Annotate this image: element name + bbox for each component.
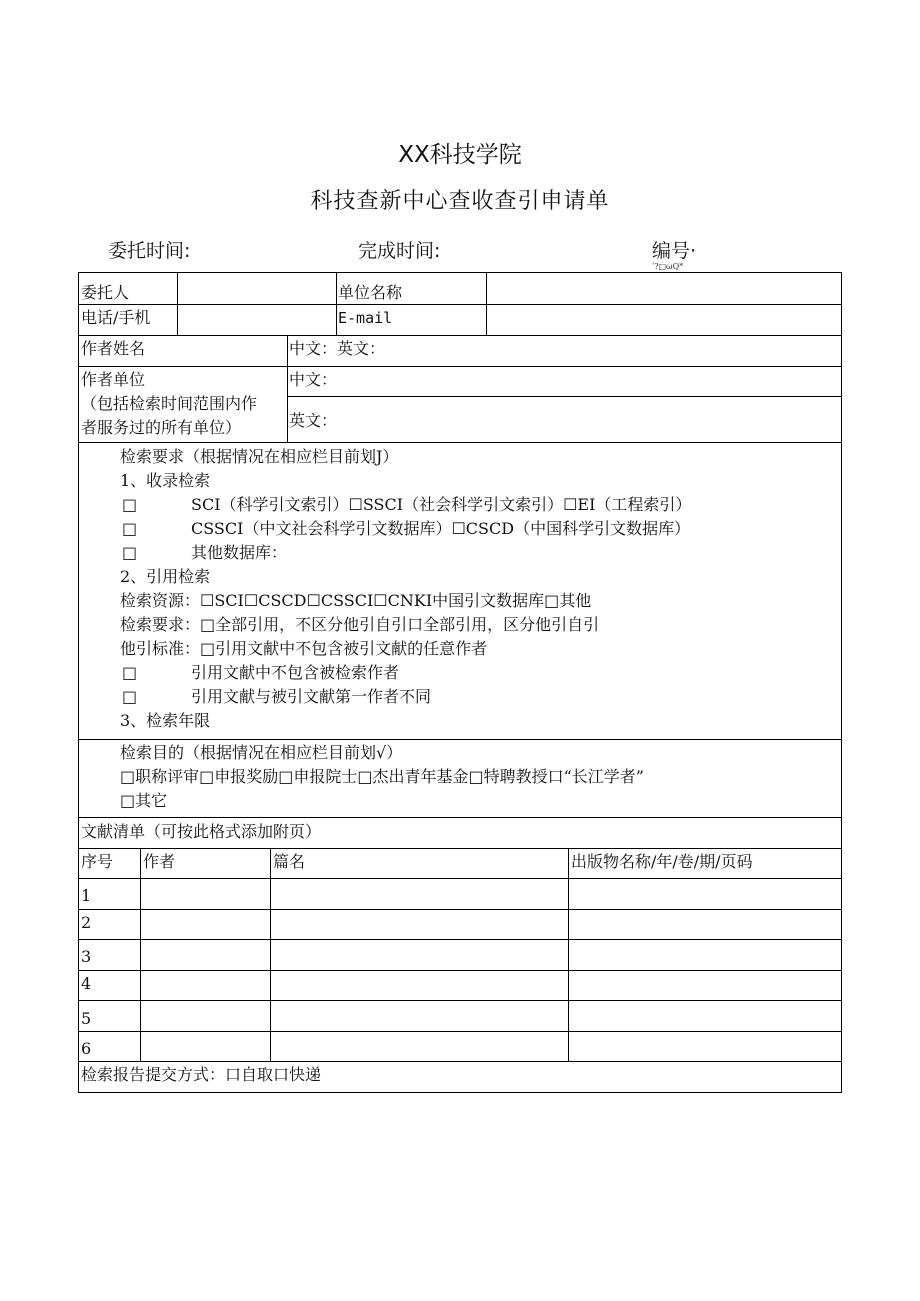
author-unit-label: 作者单位 [81, 370, 146, 389]
checkbox[interactable]: □ [122, 543, 138, 562]
form-title: 科技查新中心查收查引申请单 [310, 189, 610, 214]
table-row-index: 1 [81, 886, 92, 905]
divider [79, 1031, 841, 1032]
divider [79, 970, 841, 971]
purpose-heading: 检索目的（根据情况在相应栏目前划√） [120, 743, 403, 762]
citation-search-title: 2、引用检索 [120, 567, 211, 586]
number-label: 编号· [652, 240, 697, 262]
divider [270, 848, 271, 1061]
divider [79, 848, 841, 849]
table-row-index: 4 [81, 974, 92, 993]
client-field[interactable] [178, 274, 335, 304]
author-unit-note: （包括检索时间范围内作 [81, 394, 258, 413]
col-header-index: 序号 [81, 852, 114, 871]
divider [79, 909, 841, 910]
divider [79, 739, 841, 740]
divider [79, 939, 841, 940]
divider [79, 442, 841, 443]
email-field[interactable] [487, 305, 840, 335]
checkbox[interactable]: □ [122, 495, 138, 514]
literature-heading: 文献清单（可按此格式添加附页） [81, 822, 322, 841]
divider [79, 366, 841, 367]
citation-standard-option: 引用文献与被引文献第一作者不同 [191, 687, 432, 706]
divider [140, 848, 141, 1061]
divider [79, 335, 841, 336]
inclusion-search-title: 1、收录检索 [120, 471, 211, 490]
author-unit-en[interactable]: 英文： [289, 411, 338, 430]
email-label: E-mail [338, 309, 393, 327]
divider [79, 1000, 841, 1001]
checkbox[interactable]: □ [122, 519, 138, 538]
inclusion-option-sci: SCI（科学引文索引）☐SSCI（社会科学引文索引）☐EI（工程索引） [191, 495, 692, 514]
table-row-index: 3 [81, 947, 92, 966]
unit-label: 单位名称 [338, 283, 403, 302]
author-name-value[interactable]: 中文：英文： [289, 339, 386, 358]
author-unit-note: 者服务过的所有单位） [81, 418, 242, 437]
divider [79, 817, 841, 818]
divider [287, 396, 841, 397]
purpose-other[interactable]: □其它 [120, 791, 168, 810]
table-row-index: 6 [81, 1039, 92, 1058]
citation-sources: 检索资源：☐SCI☐CSCD☐CSSCI☐CNKI中国引文数据库□其他 [120, 591, 592, 610]
table-row-index: 2 [81, 913, 92, 932]
inclusion-option-other: 其他数据库： [191, 543, 288, 562]
search-req-heading: 检索要求（根据情况在相应栏目前划J） [120, 447, 399, 466]
search-years-title: 3、检索年限 [120, 711, 211, 730]
col-header-title: 篇名 [273, 852, 306, 871]
divider [79, 1061, 841, 1062]
divider [568, 848, 569, 1061]
inclusion-option-cssci: CSSCI（中文社会科学引文数据库）☐CSCD（中国科学引文数据库） [191, 519, 691, 538]
application-form-table [78, 272, 842, 1093]
entrust-time-label: 委托时间: [108, 240, 191, 262]
table-row-index: 5 [81, 1009, 92, 1028]
divider [79, 878, 841, 879]
col-header-publication: 出版物名称/年/卷/期/页码 [571, 852, 753, 871]
author-name-label: 作者姓名 [81, 339, 146, 358]
citation-standard-option: 引用文献中不包含被检索作者 [191, 663, 400, 682]
complete-time-label: 完成时间: [358, 240, 441, 262]
col-header-author: 作者 [143, 852, 176, 871]
phone-label: 电话/手机 [81, 308, 151, 327]
phone-field[interactable] [178, 305, 335, 335]
delivery-method[interactable]: 检索报告提交方式：口自取口快递 [81, 1065, 322, 1084]
purpose-options[interactable]: □职称评审□申报奖励□申报院士□杰出青年基金□特聘教授口“长江学者” [120, 767, 644, 786]
institution-title: XX科技学院 [398, 142, 522, 168]
author-unit-cn[interactable]: 中文： [289, 370, 338, 389]
client-label: 委托人 [81, 283, 130, 302]
number-mark: ˈ?□ωQ* [652, 262, 684, 271]
unit-field[interactable] [487, 274, 840, 304]
citation-requirements: 检索要求：□全部引用，不区分他引自引口全部引用，区分他引自引 [120, 615, 600, 634]
citation-standard: 他引标准：□引用文献中不包含被引文献的任意作者 [120, 639, 488, 658]
checkbox[interactable]: □ [122, 663, 138, 682]
checkbox[interactable]: □ [122, 687, 138, 706]
